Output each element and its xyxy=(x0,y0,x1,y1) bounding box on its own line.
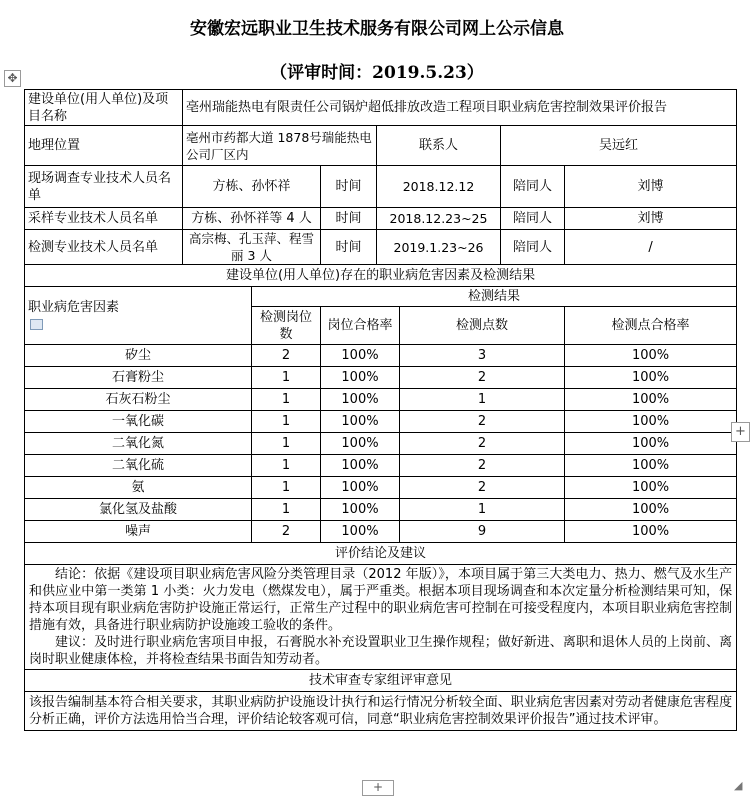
col-point-rate: 检测点合格率 xyxy=(565,307,737,345)
factor-cell: 一氧化碳 xyxy=(25,411,252,433)
table-row xyxy=(25,367,737,389)
row-location xyxy=(25,126,737,166)
factor-cell: 矽尘 xyxy=(25,345,252,367)
table-move-handle[interactable]: ✥ xyxy=(4,70,21,87)
point-rate-cell: 100% xyxy=(565,477,737,499)
survey-label: 现场调查专业技术人员名单 xyxy=(25,166,183,208)
review-row xyxy=(25,692,737,731)
results-header: 检测结果 xyxy=(252,287,737,307)
factor-header-cell xyxy=(25,287,252,345)
conclusion-section-row xyxy=(25,543,737,565)
review-section-row xyxy=(25,670,737,692)
survey-staff: 方栋、孙怀祥 xyxy=(183,166,321,208)
testing-time-label: 时间 xyxy=(321,230,377,265)
testing-time: 2019.1.23~26 xyxy=(377,230,501,265)
table-row xyxy=(25,345,737,367)
sampling-time: 2018.12.23~25 xyxy=(377,208,501,230)
disclosure-table xyxy=(24,89,737,731)
positions-cell: 1 xyxy=(252,411,321,433)
sampling-companion: 刘博 xyxy=(565,208,737,230)
comment-icon xyxy=(30,319,43,330)
position-rate-cell: 100% xyxy=(321,433,400,455)
factor-header: 职业病危害因素 xyxy=(28,299,120,315)
insert-column-button[interactable]: + xyxy=(731,422,750,442)
factor-cell: 氯化氢及盐酸 xyxy=(25,499,252,521)
col-positions: 检测岗位数 xyxy=(252,307,321,345)
table-row xyxy=(25,433,737,455)
positions-cell: 1 xyxy=(252,367,321,389)
row-unit xyxy=(25,90,737,126)
hazards-header-row-1 xyxy=(25,287,737,307)
review-text: 该报告编制基本符合相关要求，其职业病防护设施设计执行和运行情况分析较全面、职业病危害因素对劳动者健康危害程度分析正确，评价方法选用恰当合理，评价结论较客观可信，同意“职业病危害控制效果评价报告”通过技术评审。 xyxy=(25,692,737,731)
points-cell: 2 xyxy=(400,411,565,433)
point-rate-cell: 100% xyxy=(565,455,737,477)
conclusion-section-title: 评价结论及建议 xyxy=(25,543,737,565)
sampling-companion-label: 陪同人 xyxy=(501,208,565,230)
point-rate-cell: 100% xyxy=(565,389,737,411)
points-cell: 2 xyxy=(400,367,565,389)
review-section-title: 技术审查专家组评审意见 xyxy=(25,670,737,692)
insert-row-button[interactable]: + xyxy=(362,780,394,796)
points-cell: 9 xyxy=(400,521,565,543)
positions-cell: 2 xyxy=(252,345,321,367)
review-time: （评审时间：2019.5.23） xyxy=(270,63,484,83)
survey-companion-label: 陪同人 xyxy=(501,166,565,208)
document-title: 安徽宏远职业卫生技术服务有限公司网上公示信息 xyxy=(190,19,564,39)
hazards-section-title: 建设单位(用人单位)存在的职业病危害因素及检测结果 xyxy=(25,265,737,287)
point-rate-cell: 100% xyxy=(565,499,737,521)
testing-label: 检测专业技术人员名单 xyxy=(25,230,183,265)
points-cell: 2 xyxy=(400,455,565,477)
unit-value: 亳州瑞能热电有限责任公司锅炉超低排放改造工程项目职业病危害控制效果评价报告 xyxy=(183,90,737,126)
sampling-staff: 方栋、孙怀祥等 4 人 xyxy=(183,208,321,230)
col-points: 检测点数 xyxy=(400,307,565,345)
position-rate-cell: 100% xyxy=(321,499,400,521)
point-rate-cell: 100% xyxy=(565,433,737,455)
positions-cell: 2 xyxy=(252,521,321,543)
positions-cell: 1 xyxy=(252,389,321,411)
position-rate-cell: 100% xyxy=(321,455,400,477)
contact-value: 吴远红 xyxy=(501,126,737,166)
advice-text: 建议：及时进行职业病危害项目申报，石膏脱水补充设置职业卫生操作规程；做好新进、离职和退休人员的上岗前、离岗时职业健康体检，并将检查结果书面告知劳动者。 xyxy=(29,635,733,667)
points-cell: 1 xyxy=(400,499,565,521)
row-sampling xyxy=(25,208,737,230)
table-row xyxy=(25,389,737,411)
testing-companion: / xyxy=(565,230,737,265)
factor-cell: 二氧化硫 xyxy=(25,455,252,477)
location-value: 亳州市药都大道 1878号瑞能热电公司厂区内 xyxy=(183,126,377,166)
positions-cell: 1 xyxy=(252,499,321,521)
point-rate-cell: 100% xyxy=(565,521,737,543)
points-cell: 2 xyxy=(400,477,565,499)
points-cell: 1 xyxy=(400,389,565,411)
table-row xyxy=(25,521,737,543)
factor-cell: 噪声 xyxy=(25,521,252,543)
hazards-section-row xyxy=(25,265,737,287)
testing-staff: 高宗梅、孔玉萍、程雪丽 3 人 xyxy=(183,230,321,265)
points-cell: 3 xyxy=(400,345,565,367)
table-row xyxy=(25,477,737,499)
points-cell: 2 xyxy=(400,433,565,455)
table-resize-handle[interactable]: ◢ xyxy=(734,779,743,792)
point-rate-cell: 100% xyxy=(565,345,737,367)
table-row xyxy=(25,455,737,477)
positions-cell: 1 xyxy=(252,477,321,499)
positions-cell: 1 xyxy=(252,455,321,477)
testing-companion-label: 陪同人 xyxy=(501,230,565,265)
factor-cell: 氨 xyxy=(25,477,252,499)
factor-cell: 二氧化氮 xyxy=(25,433,252,455)
position-rate-cell: 100% xyxy=(321,521,400,543)
sampling-time-label: 时间 xyxy=(321,208,377,230)
factor-cell: 石灰石粉尘 xyxy=(25,389,252,411)
position-rate-cell: 100% xyxy=(321,345,400,367)
col-position-rate: 岗位合格率 xyxy=(321,307,400,345)
row-testing xyxy=(25,230,737,265)
row-survey xyxy=(25,166,737,208)
survey-companion: 刘博 xyxy=(565,166,737,208)
position-rate-cell: 100% xyxy=(321,477,400,499)
position-rate-cell: 100% xyxy=(321,411,400,433)
survey-time: 2018.12.12 xyxy=(377,166,501,208)
positions-cell: 1 xyxy=(252,433,321,455)
point-rate-cell: 100% xyxy=(565,411,737,433)
factor-cell: 石膏粉尘 xyxy=(25,367,252,389)
contact-label: 联系人 xyxy=(377,126,501,166)
point-rate-cell: 100% xyxy=(565,367,737,389)
conclusion-row xyxy=(25,565,737,670)
location-label: 地理位置 xyxy=(25,126,183,166)
table-row xyxy=(25,499,737,521)
position-rate-cell: 100% xyxy=(321,389,400,411)
conclusion-text: 结论：依据《建设项目职业病危害风险分类管理目录（2012 年版）》，本项目属于第三大类电力、热力、燃气及水生产和供应业中第一类第 1 小类：火力发电（燃煤发电），属于严重类。根据本项目现场调查和本次定量分析检测结果可知，保持本项目现有职业病危害防护设施正常运行，正常生产过程中的职业病危害可控制在可接受程度内，本项目职业病危害控制措施有效，具备进行职业病防护设施竣工验收的条件。 xyxy=(29,567,733,633)
survey-time-label: 时间 xyxy=(321,166,377,208)
conclusion-cell xyxy=(25,565,737,670)
sampling-label: 采样专业技术人员名单 xyxy=(25,208,183,230)
position-rate-cell: 100% xyxy=(321,367,400,389)
table-row xyxy=(25,411,737,433)
unit-label: 建设单位(用人单位)及项目名称 xyxy=(25,90,183,126)
